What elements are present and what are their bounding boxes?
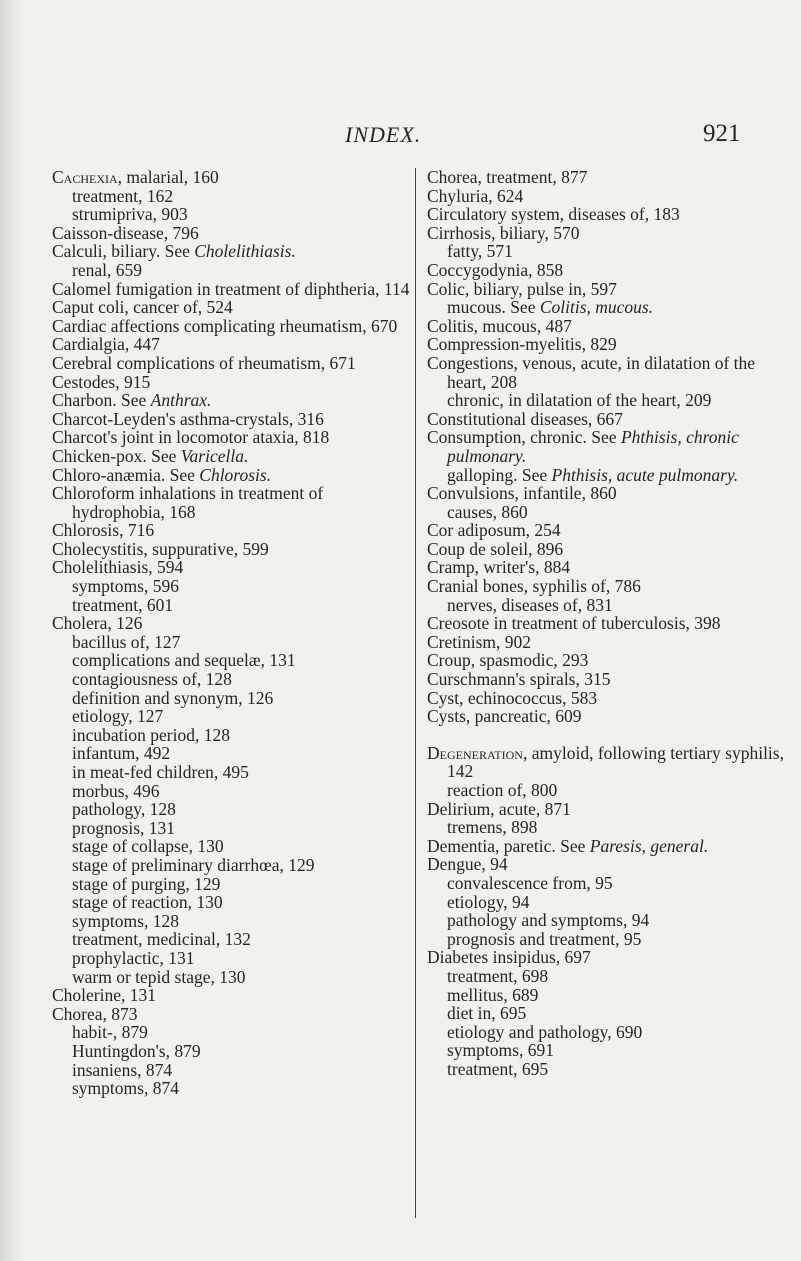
index-entry: morbus, 496: [72, 780, 160, 801]
index-entry: Huntingdon's, 879: [72, 1040, 201, 1061]
running-head: [0, 122, 801, 156]
index-entry: mellitus, 689: [447, 984, 539, 1005]
index-entry: symptoms, 128: [72, 910, 179, 931]
index-entry: Chicken-pox. See Varicella.: [52, 445, 249, 466]
index-entry: stage of collapse, 130: [72, 836, 224, 857]
index-entry: complications and sequelæ, 131: [72, 650, 296, 671]
index-entry: Chloro-anæmia. See Chlorosis.: [52, 464, 272, 485]
index-entry: Congestions, venous, acute, in dilatation of the heart, 208: [427, 352, 756, 392]
index-entry: Curschmann's spirals, 315: [427, 669, 611, 690]
index-entry: Cholelithiasis, 594: [52, 557, 184, 578]
page-number: 921: [703, 120, 741, 147]
index-entry: Cranial bones, syphilis of, 786: [427, 576, 641, 597]
index-entry: Calomel fumigation in treatment of diphtheria, 114: [52, 278, 410, 299]
index-entry: galloping. See Phthisis, acute pulmonary.: [447, 464, 739, 485]
index-entry: incubation period, 128: [72, 724, 230, 745]
index-entry: stage of preliminary diarrhœa, 129: [72, 854, 315, 875]
index-entry: causes, 860: [447, 501, 528, 522]
index-entry: Consumption, chronic. See Phthisis, chronic pulmonary.: [427, 427, 739, 466]
index-entry: Charcot's joint in locomotor ataxia, 818: [52, 427, 330, 448]
index-entry: symptoms, 596: [72, 576, 179, 597]
index-entry: Cramp, writer's, 884: [427, 557, 571, 578]
index-entry: Constitutional diseases, 667: [427, 408, 623, 429]
index-entry: Cestodes, 915: [52, 371, 151, 392]
index-entry: Coccygodynia, 858: [427, 259, 564, 280]
index-entry: insaniens, 874: [72, 1059, 173, 1080]
index-entry: etiology, 127: [72, 706, 164, 727]
index-entry: treatment, 162: [72, 185, 174, 206]
index-entry: prophylactic, 131: [72, 947, 195, 968]
index-column-left: [52, 168, 412, 1098]
index-entry: Cardialgia, 447: [52, 334, 160, 355]
index-entry: Cretinism, 902: [427, 631, 532, 652]
index-entry: Compression-myelitis, 829: [427, 334, 617, 355]
index-entry: Chlorosis, 716: [52, 520, 155, 541]
index-entry: Degeneration, amyloid, following tertiary syphilis, 142: [427, 742, 784, 782]
index-entry: infantum, 492: [72, 743, 171, 764]
index-entry: treatment, medicinal, 132: [72, 929, 251, 950]
index-entry: Charcot-Leyden's asthma-crystals, 316: [52, 408, 324, 429]
index-entry: chronic, in dilatation of the heart, 209: [447, 390, 712, 411]
index-entry: prognosis, 131: [72, 817, 176, 838]
index-entry: bacillus of, 127: [72, 631, 181, 652]
index-entry: definition and synonym, 126: [72, 687, 274, 708]
index-entry: Caput coli, cancer of, 524: [52, 297, 233, 318]
index-entry: Cirrhosis, biliary, 570: [427, 222, 580, 243]
index-entry: Creosote in treatment of tuberculosis, 398: [427, 613, 721, 634]
index-entry: Circulatory system, diseases of, 183: [427, 204, 680, 225]
index-entry: prognosis and treatment, 95: [447, 928, 642, 949]
index-entry: fatty, 571: [447, 241, 513, 262]
index-entry: strumipriva, 903: [72, 204, 188, 225]
running-title: INDEX.: [345, 122, 422, 147]
index-entry: pathology and symptoms, 94: [447, 910, 650, 931]
page-binding-shadow: [0, 0, 26, 1261]
index-entry: etiology and pathology, 690: [447, 1021, 643, 1042]
index-entry: reaction of, 800: [447, 780, 558, 800]
index-entry: contagiousness of, 128: [72, 669, 232, 690]
index-entry: mucous. See Colitis, mucous.: [447, 297, 654, 318]
index-entry: Croup, spasmodic, 293: [427, 650, 589, 671]
index-entry: symptoms, 691: [447, 1040, 554, 1061]
index-entry: Dengue, 94: [427, 854, 508, 875]
index-entry: tremens, 898: [447, 817, 538, 838]
index-entry: Cholera, 126: [52, 613, 143, 634]
index-entry: Chorea, 873: [52, 1003, 138, 1024]
index-entry: treatment, 601: [72, 594, 174, 615]
index-entry: renal, 659: [72, 259, 142, 280]
index-entry: Delirium, acute, 871: [427, 798, 571, 819]
index-entry: Cyst, echinococcus, 583: [427, 687, 598, 708]
index-entry: Chyluria, 624: [427, 185, 524, 206]
column-divider: [415, 168, 416, 1218]
index-entry: Charbon. See Anthrax.: [52, 390, 212, 411]
index-column-right: [427, 168, 787, 1079]
index-entry: pathology, 128: [72, 799, 176, 820]
index-entry: nerves, diseases of, 831: [447, 594, 613, 615]
index-entry: Chloroform inhalations in treatment of hydrophobia, 168: [52, 483, 324, 522]
index-entry: Calculi, biliary. See Cholelithiasis.: [52, 241, 296, 262]
index-entry: Cysts, pancreatic, 609: [427, 706, 582, 727]
index-entry: Cor adiposum, 254: [427, 520, 561, 541]
index-entry: diet in, 695: [447, 1003, 527, 1024]
index-entry: etiology, 94: [447, 891, 530, 912]
index-entry: Cardiac affections complicating rheumatism, 670: [52, 315, 398, 336]
index-entry: Caisson-disease, 796: [52, 222, 199, 243]
index-entry: Cholecystitis, suppurative, 599: [52, 538, 269, 559]
index-entry: Cholerine, 131: [52, 985, 157, 1006]
index-entry: habit-, 879: [72, 1022, 148, 1043]
index-entry: Cerebral complications of rheumatism, 671: [52, 352, 356, 373]
index-entry: treatment, 695: [447, 1058, 549, 1079]
index-entry: Colitis, mucous, 487: [427, 315, 572, 336]
index-entry: stage of purging, 129: [72, 873, 221, 894]
index-entry: Coup de soleil, 896: [427, 538, 564, 559]
index-entry: Chorea, treatment, 877: [427, 167, 588, 187]
index-entry: Diabetes insipidus, 697: [427, 947, 591, 968]
index-entry: Convulsions, infantile, 860: [427, 483, 617, 504]
index-entry: symptoms, 874: [72, 1078, 179, 1099]
index-entry: stage of reaction, 130: [72, 892, 223, 913]
index-entry: Dementia, paretic. See Paresis, general.: [427, 835, 709, 856]
index-entry: Colic, biliary, pulse in, 597: [427, 278, 617, 299]
index-entry: warm or tepid stage, 130: [72, 966, 246, 987]
index-entry: in meat-fed children, 495: [72, 762, 249, 782]
index-entry: treatment, 698: [447, 965, 549, 986]
index-entry: convalescence from, 95: [447, 872, 613, 893]
index-entry: Cachexia, malarial, 160: [52, 167, 219, 187]
